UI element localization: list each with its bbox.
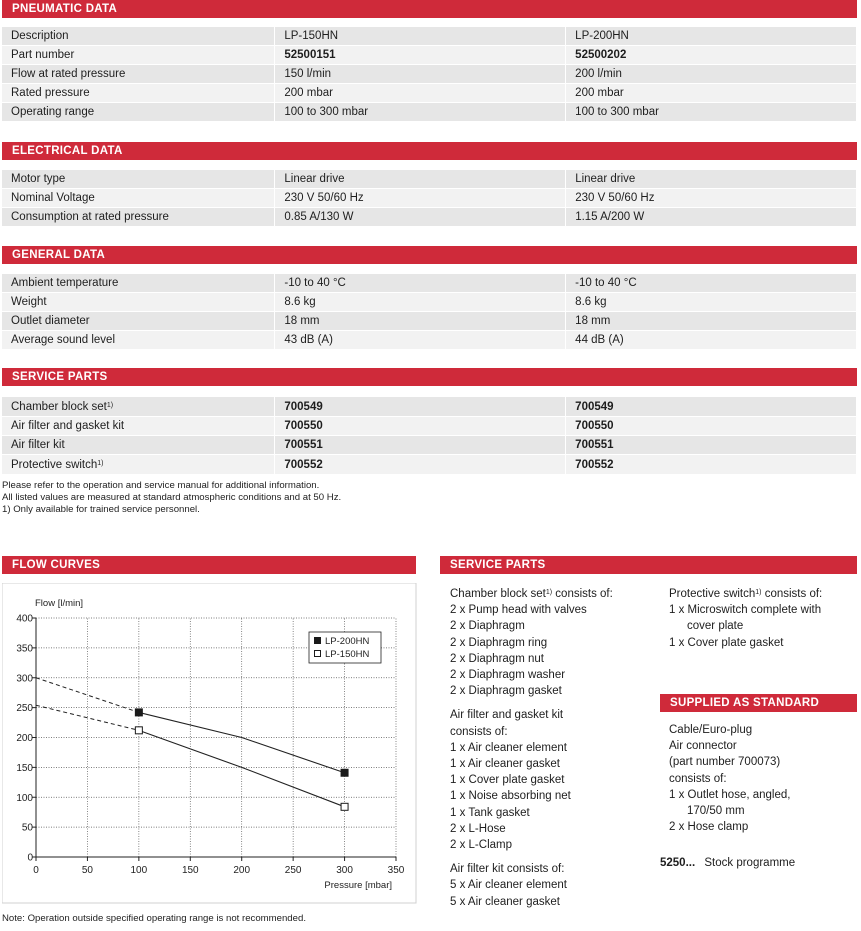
table-row — [2, 189, 857, 208]
service-parts-table-header: SERVICE PARTS — [2, 368, 857, 386]
x-tick-label: 200 — [233, 865, 251, 876]
lp150-value: Linear drive — [275, 170, 566, 189]
lp200-value: 100 to 300 mbar — [566, 103, 857, 122]
x-tick-label: 350 — [387, 865, 405, 876]
table-row — [2, 84, 857, 103]
footnote-mark: 1) — [755, 589, 762, 596]
chart-legend — [309, 632, 381, 663]
list-item: consists of: — [669, 772, 727, 785]
legend-marker-filled-square — [315, 638, 321, 644]
chamber-block-title-text: Chamber block set — [450, 588, 546, 600]
list-item: 2 x Diaphragm washer — [450, 669, 566, 682]
lp150-value: -10 to 40 °C — [275, 274, 566, 293]
row-label: Description — [2, 27, 275, 46]
lp200-value: 18 mm — [566, 312, 857, 331]
y-tick-label: 0 — [27, 852, 33, 864]
lp150-value: 200 mbar — [275, 84, 566, 103]
y-tick-label: 300 — [16, 673, 33, 685]
lp150-value: 700552 — [275, 455, 566, 475]
table-row — [2, 274, 857, 293]
service-parts-column-right — [669, 585, 855, 651]
lp150-value: 0.85 A/130 W — [275, 208, 566, 227]
list-item: 5 x Air cleaner element — [450, 879, 567, 892]
protective-switch-title — [669, 585, 855, 602]
stock-code: 5250... — [660, 857, 696, 869]
stock-programme — [660, 857, 795, 869]
lp200-value: 700551 — [566, 436, 857, 455]
pneumatic-data-table — [2, 27, 857, 122]
electrical-data-header: ELECTRICAL DATA — [2, 142, 857, 160]
list-item: 2 x Hose clamp — [669, 821, 749, 834]
chamber-block-title-suffix: consists of: — [552, 588, 613, 600]
list-item: 1 x Cover plate gasket — [669, 636, 784, 649]
legend-label: LP-150HN — [325, 649, 370, 660]
row-label-text: Protective switch — [11, 459, 98, 471]
y-tick-label: 100 — [16, 792, 33, 804]
row-label: Flow at rated pressure — [2, 65, 275, 84]
flow-curves-header: FLOW CURVES — [2, 556, 416, 574]
table-row — [2, 27, 857, 46]
chamber-block-title — [450, 585, 660, 602]
legend-marker-open-square — [315, 651, 321, 657]
footnote-mark: 1) — [545, 589, 553, 596]
lp200-value: 52500202 — [566, 46, 857, 65]
row-label: Part number — [2, 46, 275, 65]
air-filter-kit-title: Air filter kit consists of: — [450, 863, 565, 876]
lp200-value: LP-200HN — [566, 27, 857, 46]
x-tick-label: 0 — [33, 865, 39, 876]
table-row — [2, 208, 857, 227]
list-item: 1 x Microswitch complete with — [669, 604, 822, 617]
list-item: Cable/Euro-plug — [669, 724, 753, 736]
footnote-mark: 1) — [97, 460, 104, 467]
table-row — [2, 46, 857, 65]
list-item: 2 x Diaphragm nut — [450, 652, 544, 665]
lp150-value: 100 to 300 mbar — [275, 103, 566, 122]
protective-switch-title-text: Protective switch — [669, 588, 756, 600]
lp150-value: 700550 — [275, 417, 566, 436]
row-label: Average sound level — [2, 331, 275, 350]
x-tick-label: 250 — [284, 865, 302, 876]
row-label — [2, 397, 275, 417]
supplied-standard-header: SUPPLIED AS STANDARD — [660, 694, 857, 712]
x-tick-label: 50 — [81, 865, 93, 876]
x-tick-label: 150 — [181, 865, 199, 876]
list-item: 1 x Air cleaner gasket — [450, 758, 560, 771]
list-item: 2 x Diaphragm — [450, 620, 525, 633]
row-label — [2, 455, 275, 475]
footnote-mark: 1) — [106, 402, 114, 409]
lp150-value: 8.6 kg — [275, 293, 566, 312]
row-label: Outlet diameter — [2, 312, 275, 331]
list-item-continuation: cover plate — [687, 620, 744, 633]
electrical-data-table — [2, 170, 857, 227]
x-axis-label: Pressure [mbar] — [324, 880, 392, 891]
notes — [2, 480, 341, 516]
lp150-value: 700549 — [275, 397, 566, 417]
supplied-standard-list — [669, 722, 855, 835]
lp200-value: 700550 — [566, 417, 857, 436]
y-tick-label: 50 — [21, 822, 33, 834]
general-data-table — [2, 274, 857, 350]
list-item: 1 x Air cleaner element — [450, 741, 567, 754]
row-label: Air filter and gasket kit — [2, 417, 275, 436]
list-item: 2 x L-Clamp — [450, 839, 512, 852]
table-row — [2, 331, 857, 350]
data-point-marker — [341, 803, 348, 810]
row-label: Air filter kit — [2, 436, 275, 455]
service-parts-header: SERVICE PARTS — [440, 556, 857, 574]
stock-label: Stock programme — [704, 857, 796, 869]
lp200-value: 200 mbar — [566, 84, 857, 103]
lp150-value: 43 dB (A) — [275, 331, 566, 350]
protective-switch-title-suffix: consists of: — [761, 588, 823, 600]
data-point-marker — [135, 727, 142, 734]
note-line: Please refer to the operation and service manual for additional information. — [2, 480, 320, 491]
table-row — [2, 312, 857, 331]
row-label-text: Chamber block set — [11, 401, 107, 413]
x-tick-label: 100 — [130, 865, 148, 876]
general-data-header: GENERAL DATA — [2, 246, 857, 264]
list-item: (part number 700073) — [669, 756, 781, 769]
data-point-marker — [341, 769, 348, 776]
list-item: 2 x Pump head with valves — [450, 604, 587, 617]
table-row — [2, 170, 857, 189]
list-item-continuation: 170/50 mm — [687, 805, 745, 818]
list-item: 2 x Diaphragm gasket — [450, 685, 562, 698]
lp200-value: 8.6 kg — [566, 293, 857, 312]
lp150-value: LP-150HN — [275, 27, 566, 46]
lp200-value: 230 V 50/60 Hz — [566, 189, 857, 208]
table-row — [2, 65, 857, 84]
lp150-value: 52500151 — [275, 46, 566, 65]
y-tick-label: 400 — [16, 613, 33, 625]
flow-curves-chart — [2, 583, 418, 905]
spacer — [450, 853, 660, 861]
list-item: 1 x Tank gasket — [450, 806, 530, 819]
lp200-value: Linear drive — [566, 170, 857, 189]
row-label: Consumption at rated pressure — [2, 208, 275, 227]
x-tick-label: 300 — [336, 865, 353, 876]
row-label: Operating range — [2, 103, 275, 122]
service-parts-column-left — [450, 585, 660, 910]
lp200-value: 700552 — [566, 455, 857, 475]
y-tick-label: 350 — [16, 643, 33, 655]
operation-note: Note: Operation outside specified operating range is not recommended. — [2, 913, 306, 924]
row-label: Nominal Voltage — [2, 189, 275, 208]
lp200-value: 1.15 A/200 W — [566, 208, 857, 227]
list-item: 2 x L-Hose — [450, 822, 506, 835]
air-gasket-kit-title: Air filter and gasket kit — [450, 709, 564, 722]
pneumatic-data-header: PNEUMATIC DATA — [2, 0, 857, 18]
table-row — [2, 397, 857, 417]
lp150-value: 700551 — [275, 436, 566, 455]
list-item: 1 x Cover plate gasket — [450, 774, 565, 787]
table-row — [2, 293, 857, 312]
lp200-value: -10 to 40 °C — [566, 274, 857, 293]
y-tick-label: 150 — [16, 762, 33, 774]
lp150-value: 18 mm — [275, 312, 566, 331]
table-row — [2, 436, 857, 455]
list-item: 5 x Air cleaner gasket — [450, 895, 560, 908]
lp200-value: 44 dB (A) — [566, 331, 857, 350]
lp200-value: 700549 — [566, 397, 857, 417]
data-point-marker — [135, 709, 142, 716]
y-axis-label: Flow [l/min] — [35, 598, 84, 609]
chart-frame — [2, 583, 416, 903]
list-item: 1 x Noise absorbing net — [450, 790, 571, 803]
air-gasket-kit-title: consists of: — [450, 725, 508, 738]
note-line: 1) Only available for trained service personnel. — [2, 504, 200, 515]
row-label: Motor type — [2, 170, 275, 189]
legend-label: LP-200HN — [325, 636, 370, 647]
lp150-value: 230 V 50/60 Hz — [275, 189, 566, 208]
row-label: Ambient temperature — [2, 274, 275, 293]
service-parts-table — [2, 397, 857, 475]
list-item: 2 x Diaphragm ring — [450, 636, 548, 649]
spacer — [450, 699, 660, 707]
table-row — [2, 417, 857, 436]
list-item: Air connector — [669, 740, 737, 753]
list-item: 1 x Outlet hose, angled, — [669, 788, 791, 801]
lp200-value: 200 l/min — [566, 65, 857, 84]
lp150-value: 150 l/min — [275, 65, 566, 84]
row-label: Rated pressure — [2, 84, 275, 103]
note-line: All listed values are measured at standard atmospheric conditions and at 50 Hz. — [2, 492, 342, 503]
row-label: Weight — [2, 293, 275, 312]
table-row — [2, 455, 857, 475]
y-tick-label: 250 — [16, 703, 33, 715]
y-tick-label: 200 — [16, 733, 33, 744]
table-row — [2, 103, 857, 122]
